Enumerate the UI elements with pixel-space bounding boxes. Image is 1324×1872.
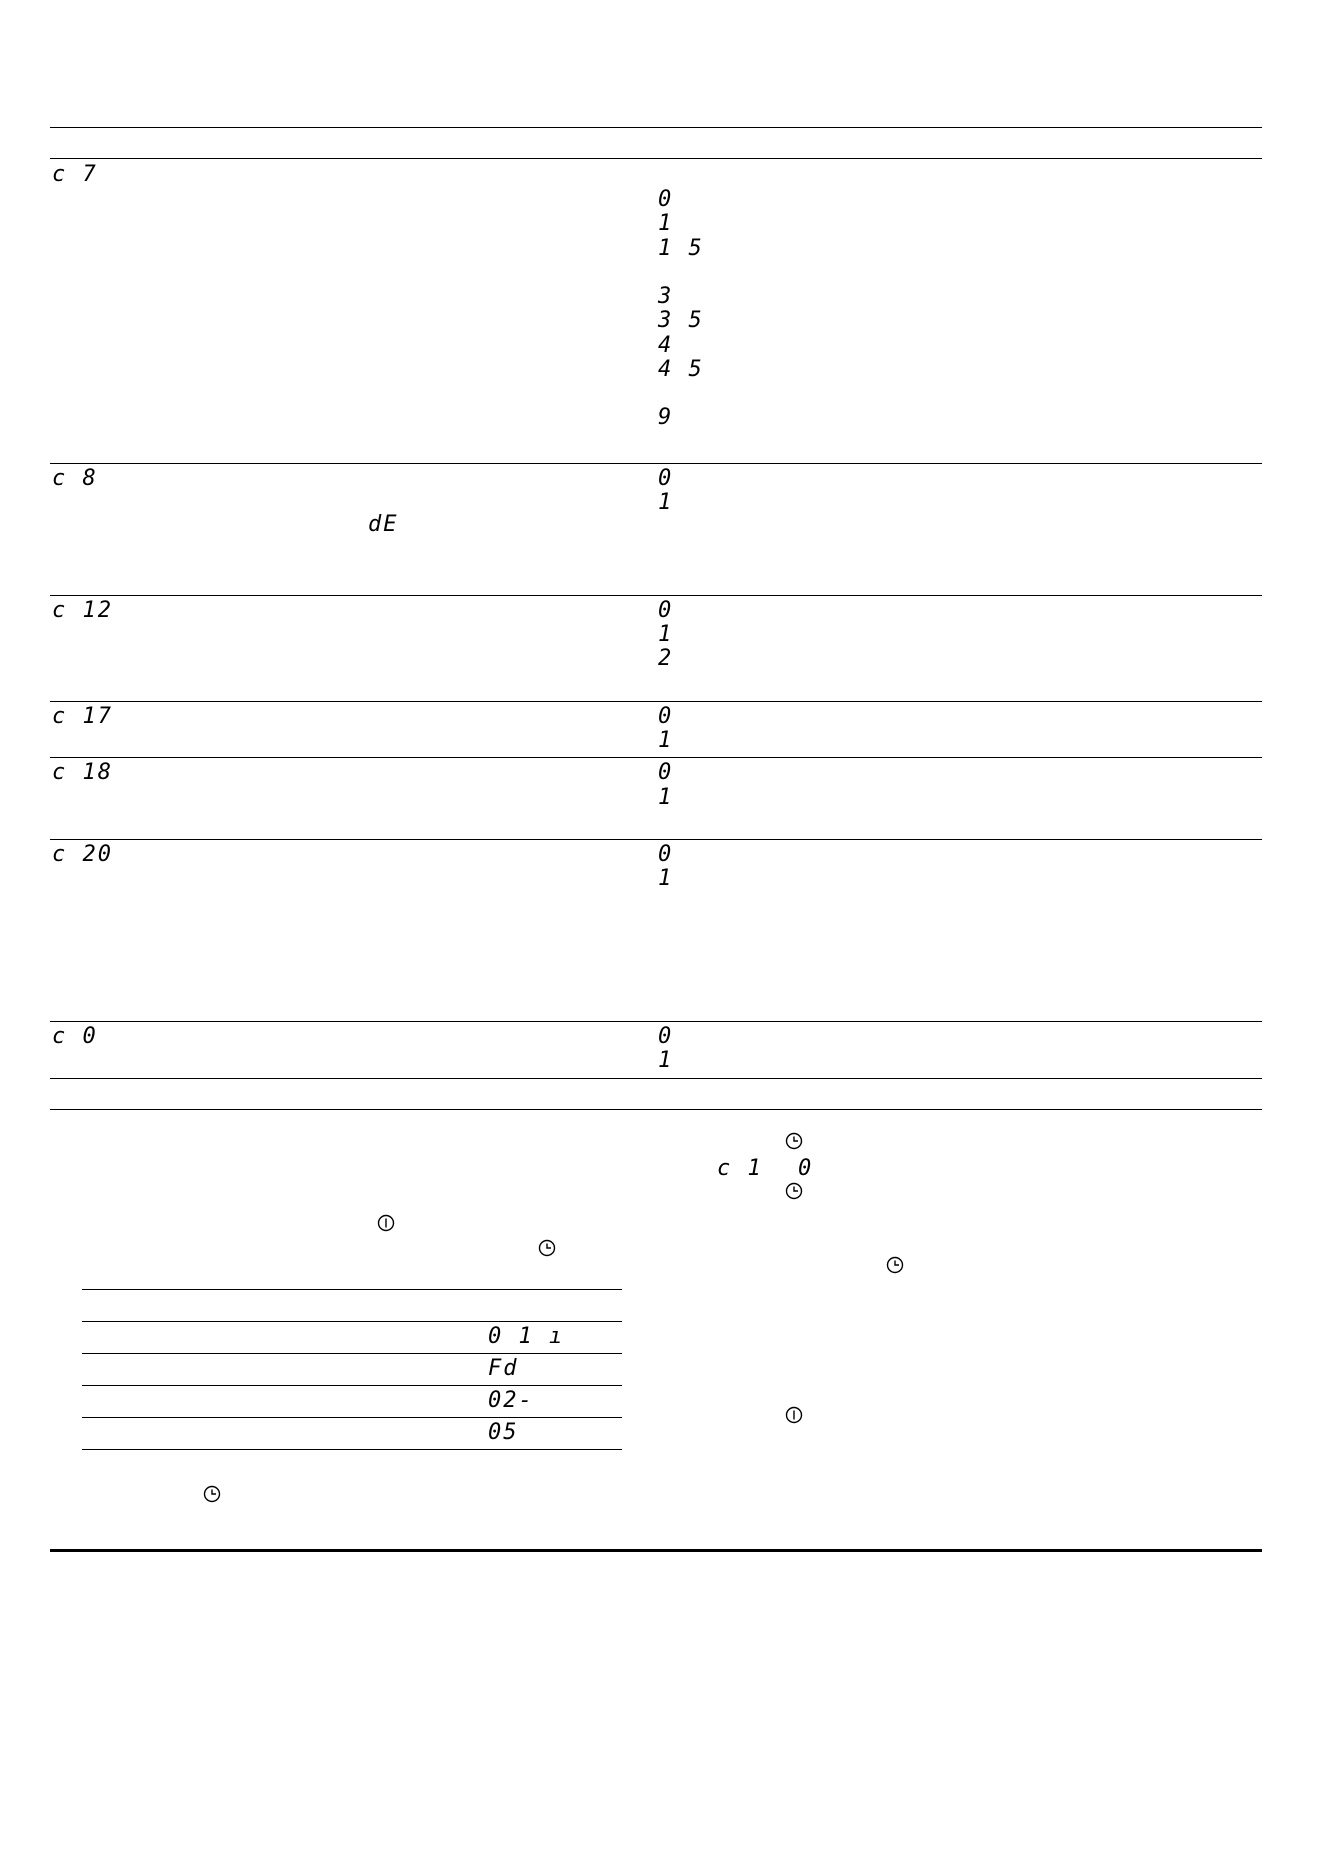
info-table-top-rule [82, 1289, 622, 1290]
info-table-rule [82, 1321, 622, 1322]
timer-clock-icon [203, 1485, 221, 1503]
info-value: 02- [488, 1388, 534, 1413]
info-value: 05 [488, 1420, 519, 1445]
setting-value: 0 [658, 1024, 674, 1049]
setting-value: 0 [798, 1156, 814, 1181]
timer-clock-icon [538, 1239, 556, 1257]
setting-value: 0 [658, 466, 674, 491]
setting-code: c 18 [52, 760, 113, 785]
setting-value: 4 5 [658, 357, 704, 382]
setting-code: c 12 [52, 598, 113, 623]
setting-code: c 20 [52, 842, 113, 867]
setting-value: 0 [658, 187, 674, 212]
table-top-rule [50, 127, 1262, 128]
setting-code: c 0 [52, 1024, 98, 1049]
setting-value: 1 [658, 866, 674, 891]
info-value: Fd [488, 1356, 519, 1381]
info-table-rule [82, 1417, 622, 1418]
setting-value: 1 [658, 490, 674, 515]
section-rule [50, 1109, 1262, 1110]
row-divider [50, 1021, 1262, 1022]
setting-value: 0 [658, 842, 674, 867]
setting-value: 3 [658, 284, 674, 309]
setting-value: 1 [658, 785, 674, 810]
setting-value: 4 [658, 333, 674, 358]
info-value: 0 1 ı [488, 1324, 565, 1349]
setting-code: c 7 [52, 162, 98, 187]
setting-code: c 1 [717, 1156, 763, 1181]
power-icon [377, 1214, 395, 1232]
setting-value: 1 [658, 728, 674, 753]
row-divider [50, 701, 1262, 702]
section-bottom-rule [50, 1549, 1262, 1552]
setting-value: 1 5 [658, 236, 704, 261]
setting-value: 9 [658, 405, 674, 430]
info-table-bottom-rule [82, 1449, 622, 1450]
setting-value: 0 [658, 704, 674, 729]
info-table-rule [82, 1353, 622, 1354]
setting-value: 1 [658, 211, 674, 236]
row-divider [50, 463, 1262, 464]
setting-value: 0 [658, 598, 674, 623]
timer-clock-icon [785, 1182, 803, 1200]
table-bottom-rule [50, 1078, 1262, 1079]
setting-value: 1 [658, 622, 674, 647]
power-icon [785, 1406, 803, 1424]
timer-clock-icon [886, 1256, 904, 1274]
setting-value: 2 [658, 646, 674, 671]
row-divider [50, 839, 1262, 840]
timer-clock-icon [785, 1132, 803, 1150]
table-header-rule [50, 158, 1262, 159]
setting-code: c 8 [52, 466, 98, 491]
row-divider [50, 595, 1262, 596]
row-divider [50, 757, 1262, 758]
setting-inline-code: dE [368, 512, 399, 537]
setting-value: 1 [658, 1048, 674, 1073]
info-table-rule [82, 1385, 622, 1386]
setting-value: 0 [658, 760, 674, 785]
setting-value: 3 5 [658, 308, 704, 333]
setting-code: c 17 [52, 704, 113, 729]
